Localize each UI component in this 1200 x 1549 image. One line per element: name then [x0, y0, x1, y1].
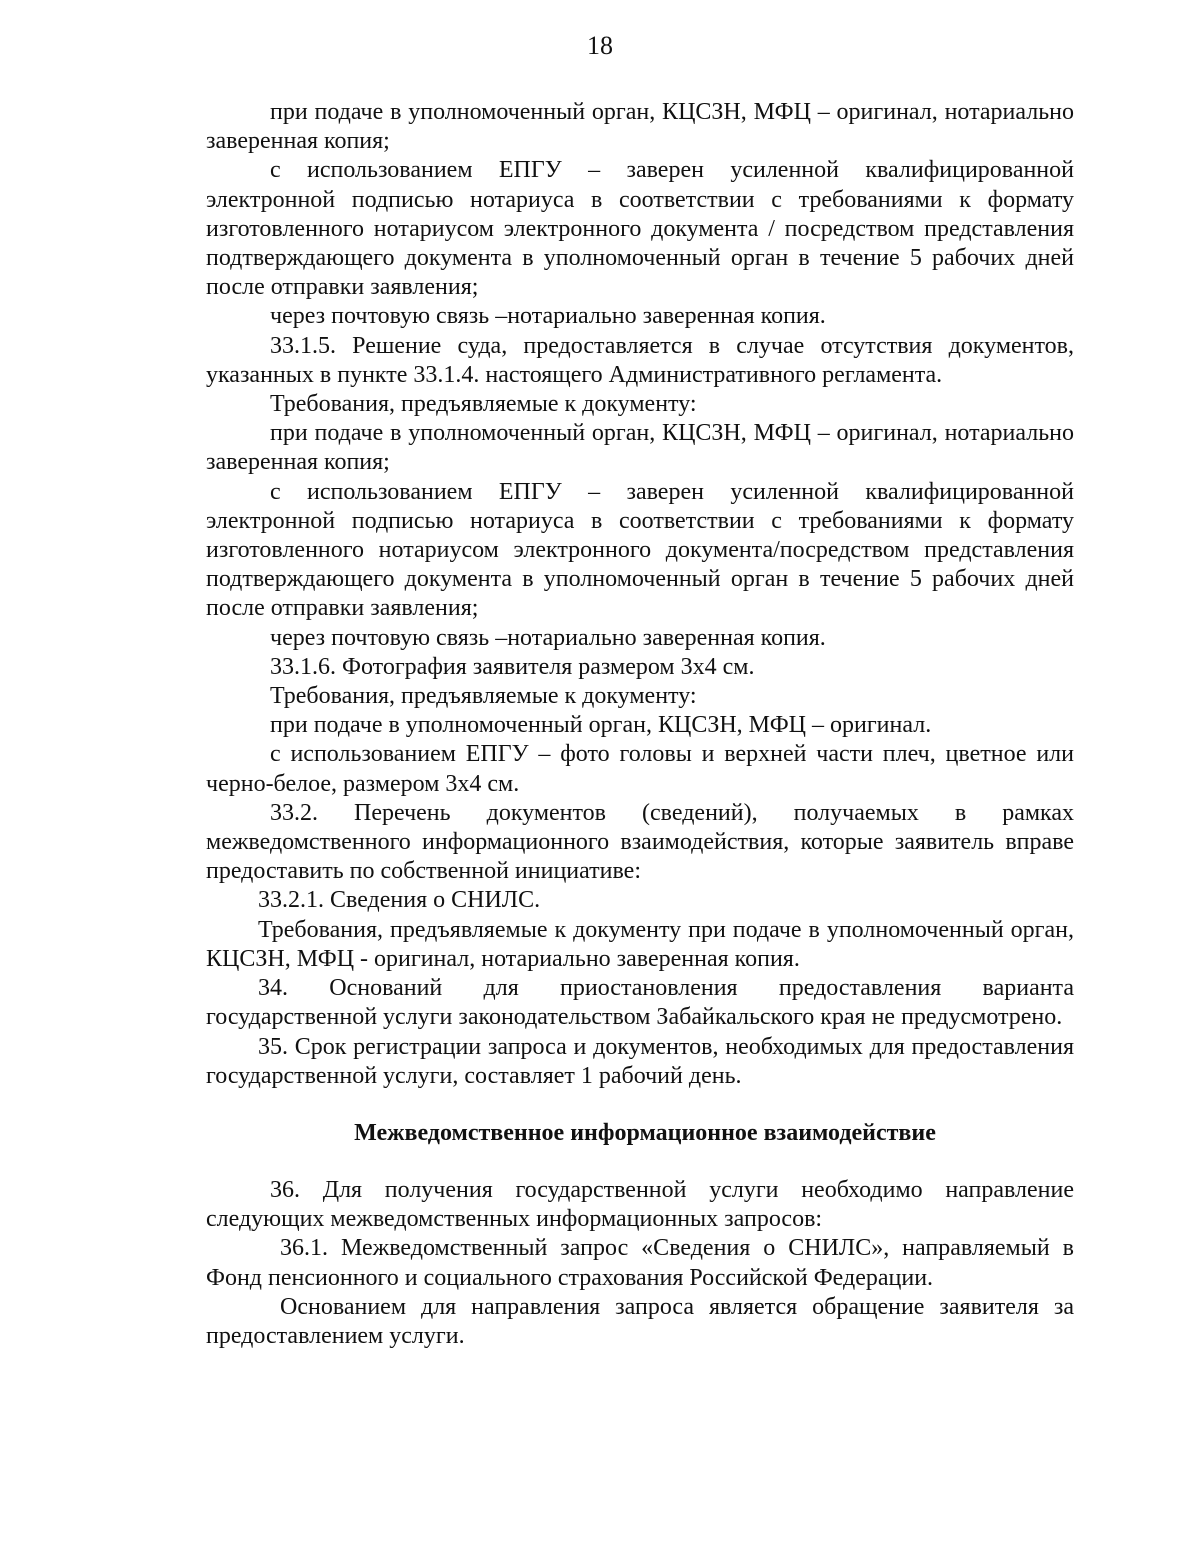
paragraph: 36. Для получения государственной услуги необходимо направление следующих межведомственных информационных запросов:	[206, 1176, 1074, 1233]
paragraph: 35. Срок регистрации запроса и документов, необходимых для предоставления государственной услуги, составляет 1 рабочий день.	[206, 1033, 1074, 1089]
paragraph: через почтовую связь –нотариально заверенная копия.	[270, 624, 826, 651]
paragraph: с использованием ЕПГУ – заверен усиленной квалифицированной электронной подписью нотариуса в соответствии с требованиями к формату изготовленного нотариусом электронного документа/посредством представления подтверждающего документа в уполномоченный орган в течение 5 рабочих дней после отправки заявления;	[206, 478, 1074, 622]
paragraph: 33.2.1. Сведения о СНИЛС.	[258, 887, 541, 914]
paragraph: через почтовую связь –нотариально заверенная копия.	[270, 303, 826, 330]
paragraph: с использованием ЕПГУ – заверен усиленной квалифицированной электронной подписью нотариуса в соответствии с требованиями к формату изготовленного нотариусом электронного документа / посредством представления подтверждающего документа в уполномоченный орган в течение 5 рабочих дней после отправки заявления;	[206, 157, 1074, 301]
paragraph: при подаче в уполномоченный орган, КЦСЗН, МФЦ – оригинал.	[270, 712, 932, 739]
paragraph: 33.1.6. Фотография заявителя размером 3x4 см.	[270, 653, 755, 680]
paragraph: с использованием ЕПГУ – фото головы и верхней части плеч, цветное или черно-белое, размером 3x4 см.	[206, 741, 1074, 797]
paragraph: Основанием для направления запроса является обращение заявителя за предоставлением услуги.	[206, 1293, 1074, 1349]
paragraph: при подаче в уполномоченный орган, КЦСЗН, МФЦ – оригинал, нотариально заверенная копия;	[206, 99, 1074, 155]
paragraph: 36.1. Межведомственный запрос «Сведения о СНИЛС», направляемый в Фонд пенсионного и социального страхования Российской Федерации.	[206, 1235, 1074, 1291]
paragraph: 34. Оснований для приостановления предоставления варианта государственной услуги законодательством Забайкальского края не предусмотрено.	[206, 975, 1074, 1031]
paragraph: 33.2. Перечень документов (сведений), получаемых в рамках межведомственного информационного взаимодействия, которые заявитель вправе предоставить по собственной инициативе:	[206, 799, 1074, 885]
paragraph: Требования, предъявляемые к документу:	[270, 683, 697, 710]
paragraph: Требования, предъявляемые к документу:	[270, 391, 697, 418]
document-body	[206, 98, 1074, 1351]
paragraph: 33.1.5. Решение суда, предоставляется в случае отсутствия документов, указанных в пункте 33.1.4. настоящего Административного регламента.	[206, 332, 1074, 388]
paragraph: при подаче в уполномоченный орган, КЦСЗН, МФЦ – оригинал, нотариально заверенная копия;	[206, 420, 1074, 476]
paragraph: Требования, предъявляемые к документу при подаче в уполномоченный орган, КЦСЗН, МФЦ - оригинал, нотариально заверенная копия.	[206, 916, 1074, 972]
page-number: 18	[587, 31, 613, 60]
section-heading: Межведомственное информационное взаимодействие	[354, 1119, 936, 1146]
